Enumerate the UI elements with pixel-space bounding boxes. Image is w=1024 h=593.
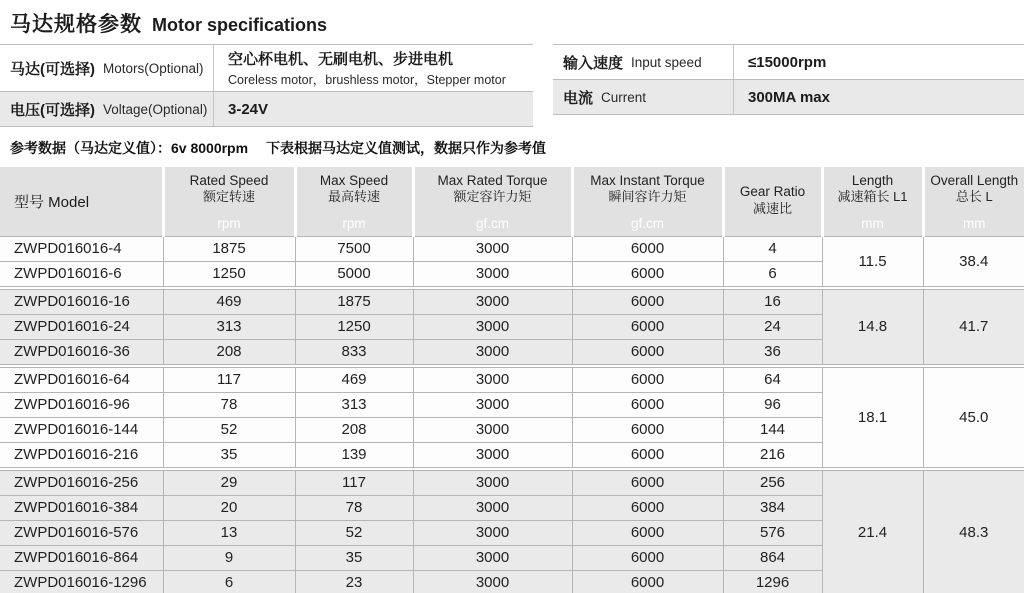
info-label [553,80,733,114]
table-row [0,289,1024,314]
info-value-zh: 300MA max [748,88,830,106]
rated-speed-cell: 1875 [163,236,295,261]
gear-ratio-cell: 216 [723,442,822,467]
page-title-zh: 马达规格参数 [10,13,142,36]
info-label [553,45,733,79]
gear-ratio-cell: 1296 [723,570,822,593]
gear-ratio-cell: 576 [723,520,822,545]
info-label-zh: 电压(可选择) [10,101,95,119]
max-speed-cell: 117 [295,470,413,495]
max-instant-torque-cell: 6000 [572,261,723,286]
info-label [0,45,213,91]
model-cell: ZWPD016016-6 [0,261,163,286]
rated-speed-cell: 1250 [163,261,295,286]
rated-speed-cell: 78 [163,392,295,417]
unit-cell: mm [923,212,1024,236]
max-rated-torque-cell: 3000 [413,442,572,467]
info-value [213,45,533,91]
column-header-en: Gear Ratio [739,184,806,200]
column-header-zh: 额定转速 [202,189,255,205]
max-speed-cell: 5000 [295,261,413,286]
gear-ratio-cell: 36 [723,339,822,364]
column-header-zh: 减速比 [752,201,792,217]
model-cell: ZWPD016016-144 [0,417,163,442]
column-header-zh: 额定容许力矩 [453,189,532,205]
model-cell: ZWPD016016-864 [0,545,163,570]
max-speed-cell: 35 [295,545,413,570]
length-l1-cell: 14.8 [822,289,923,364]
max-rated-torque-cell: 3000 [413,392,572,417]
model-cell: ZWPD016016-24 [0,314,163,339]
table-row [0,236,1024,261]
column-header-zh: 最高转速 [327,189,380,205]
unit-cell: mm [822,212,923,236]
info-row [553,80,1024,115]
max-instant-torque-cell: 6000 [572,236,723,261]
max-rated-torque-cell: 3000 [413,545,572,570]
reference-note: 参考数据（马达定义值）：6v 8000rpm 下表根据马达定义值测试，数据只作为参考值 [10,140,546,156]
model-column-header: 型号 Model [0,167,163,236]
info-value-zh: 空心杯电机、无刷电机、步进电机 [228,51,454,68]
rated-speed-cell: 35 [163,442,295,467]
unit-cell: rpm [163,212,295,236]
gear-ratio-cell: 4 [723,236,822,261]
gear-ratio-cell: 144 [723,417,822,442]
model-cell: ZWPD016016-216 [0,442,163,467]
max-instant-torque-cell: 6000 [572,289,723,314]
gear-ratio-cell: 64 [723,367,822,392]
max-speed-cell: 313 [295,392,413,417]
rated-speed-cell: 208 [163,339,295,364]
max-instant-torque-cell: 6000 [572,392,723,417]
overall-length-cell: 45.0 [923,367,1024,467]
info-value-zh: ≤15000rpm [748,53,827,71]
length-l1-cell: 18.1 [822,367,923,467]
rated-speed-cell: 13 [163,520,295,545]
max-instant-torque-cell: 6000 [572,495,723,520]
overall-length-cell: 41.7 [923,289,1024,364]
length-l1-cell: 11.5 [822,236,923,286]
max-rated-torque-cell: 3000 [413,367,572,392]
info-value [213,92,533,126]
max-instant-torque-cell: 6000 [572,367,723,392]
length-l1-cell: 21.4 [822,470,923,593]
column-header-length [822,167,923,212]
max-rated-torque-cell: 3000 [413,470,572,495]
model-cell: ZWPD016016-36 [0,339,163,364]
column-header-zh: 减速箱长 L1 [837,189,908,205]
info-value-zh: 3-24V [228,100,269,118]
model-cell: ZWPD016016-16 [0,289,163,314]
max-rated-torque-cell: 3000 [413,520,572,545]
info-label [0,92,213,126]
gear-ratio-cell: 256 [723,470,822,495]
max-rated-torque-cell: 3000 [413,236,572,261]
column-header-en: Overall Length [930,172,1019,188]
model-cell: ZWPD016016-4 [0,236,163,261]
rated-speed-cell: 313 [163,314,295,339]
info-label-en: Motors(Optional) [103,60,204,76]
column-header-overall-length [923,167,1024,212]
info-label-en: Voltage(Optional) [103,101,208,117]
max-instant-torque-cell: 6000 [572,314,723,339]
table-row [0,367,1024,392]
column-header-rated-speed [163,167,295,212]
column-header-en: Max Rated Torque [437,172,548,188]
rated-speed-cell: 52 [163,417,295,442]
info-table-electrical [553,44,1024,127]
gear-ratio-cell: 6 [723,261,822,286]
column-header-max-rated-torque [413,167,572,212]
rated-speed-cell: 117 [163,367,295,392]
column-header-zh: 总长 L [955,189,993,205]
max-rated-torque-cell: 3000 [413,261,572,286]
max-rated-torque-cell: 3000 [413,339,572,364]
max-instant-torque-cell: 6000 [572,417,723,442]
max-speed-cell: 139 [295,442,413,467]
overall-length-cell: 38.4 [923,236,1024,286]
gear-ratio-cell: 24 [723,314,822,339]
info-row [0,45,533,92]
spec-table [0,167,1024,593]
gear-ratio-cell: 96 [723,392,822,417]
info-label-zh: 电流 [563,89,594,107]
max-instant-torque-cell: 6000 [572,545,723,570]
info-row [0,92,533,127]
overall-length-cell: 48.3 [923,470,1024,593]
max-rated-torque-cell: 3000 [413,495,572,520]
info-label-zh: 马达(可选择) [10,60,95,78]
info-label-zh: 输入速度 [563,54,624,72]
info-label-en: Current [601,89,647,105]
rated-speed-cell: 6 [163,570,295,593]
max-speed-cell: 7500 [295,236,413,261]
max-rated-torque-cell: 3000 [413,314,572,339]
model-cell: ZWPD016016-1296 [0,570,163,593]
max-speed-cell: 52 [295,520,413,545]
gear-ratio-cell: 16 [723,289,822,314]
max-instant-torque-cell: 6000 [572,570,723,593]
max-rated-torque-cell: 3000 [413,570,572,593]
info-tables [0,44,1024,127]
max-instant-torque-cell: 6000 [572,339,723,364]
max-speed-cell: 833 [295,339,413,364]
max-speed-cell: 1875 [295,289,413,314]
info-label-en: Input speed [631,54,702,70]
max-speed-cell: 208 [295,417,413,442]
max-speed-cell: 1250 [295,314,413,339]
column-header-max-speed [295,167,413,212]
info-value [733,45,1024,79]
info-value [733,80,1024,114]
column-header-max-instant-torque [572,167,723,212]
max-speed-cell: 78 [295,495,413,520]
gear-ratio-cell: 384 [723,495,822,520]
max-rated-torque-cell: 3000 [413,289,572,314]
column-header-en: Length [851,172,894,188]
max-speed-cell: 469 [295,367,413,392]
rated-speed-cell: 9 [163,545,295,570]
rated-speed-cell: 469 [163,289,295,314]
max-instant-torque-cell: 6000 [572,442,723,467]
info-table-motors [0,44,533,127]
unit-cell: rpm [295,212,413,236]
page-title-en: Motor specifications [152,15,328,35]
max-instant-torque-cell: 6000 [572,470,723,495]
rated-speed-cell: 29 [163,470,295,495]
max-rated-torque-cell: 3000 [413,417,572,442]
unit-cell: gf.cm [413,212,572,236]
gear-ratio-cell: 864 [723,545,822,570]
model-cell: ZWPD016016-64 [0,367,163,392]
column-header-zh: 瞬间容许力矩 [608,189,687,205]
column-header-gear-ratio [723,167,822,236]
rated-speed-cell: 20 [163,495,295,520]
info-row [553,45,1024,80]
model-cell: ZWPD016016-256 [0,470,163,495]
max-instant-torque-cell: 6000 [572,520,723,545]
page-title [0,0,1024,44]
column-header-en: Max Speed [319,172,389,188]
model-cell: ZWPD016016-96 [0,392,163,417]
column-header-en: Rated Speed [189,172,269,188]
unit-cell: gf.cm [572,212,723,236]
model-cell: ZWPD016016-576 [0,520,163,545]
column-header-en: Max Instant Torque [590,172,705,188]
info-value-en: Coreless motor，brushless motor，Stepper motor [228,73,506,87]
table-row [0,470,1024,495]
max-speed-cell: 23 [295,570,413,593]
model-cell: ZWPD016016-384 [0,495,163,520]
